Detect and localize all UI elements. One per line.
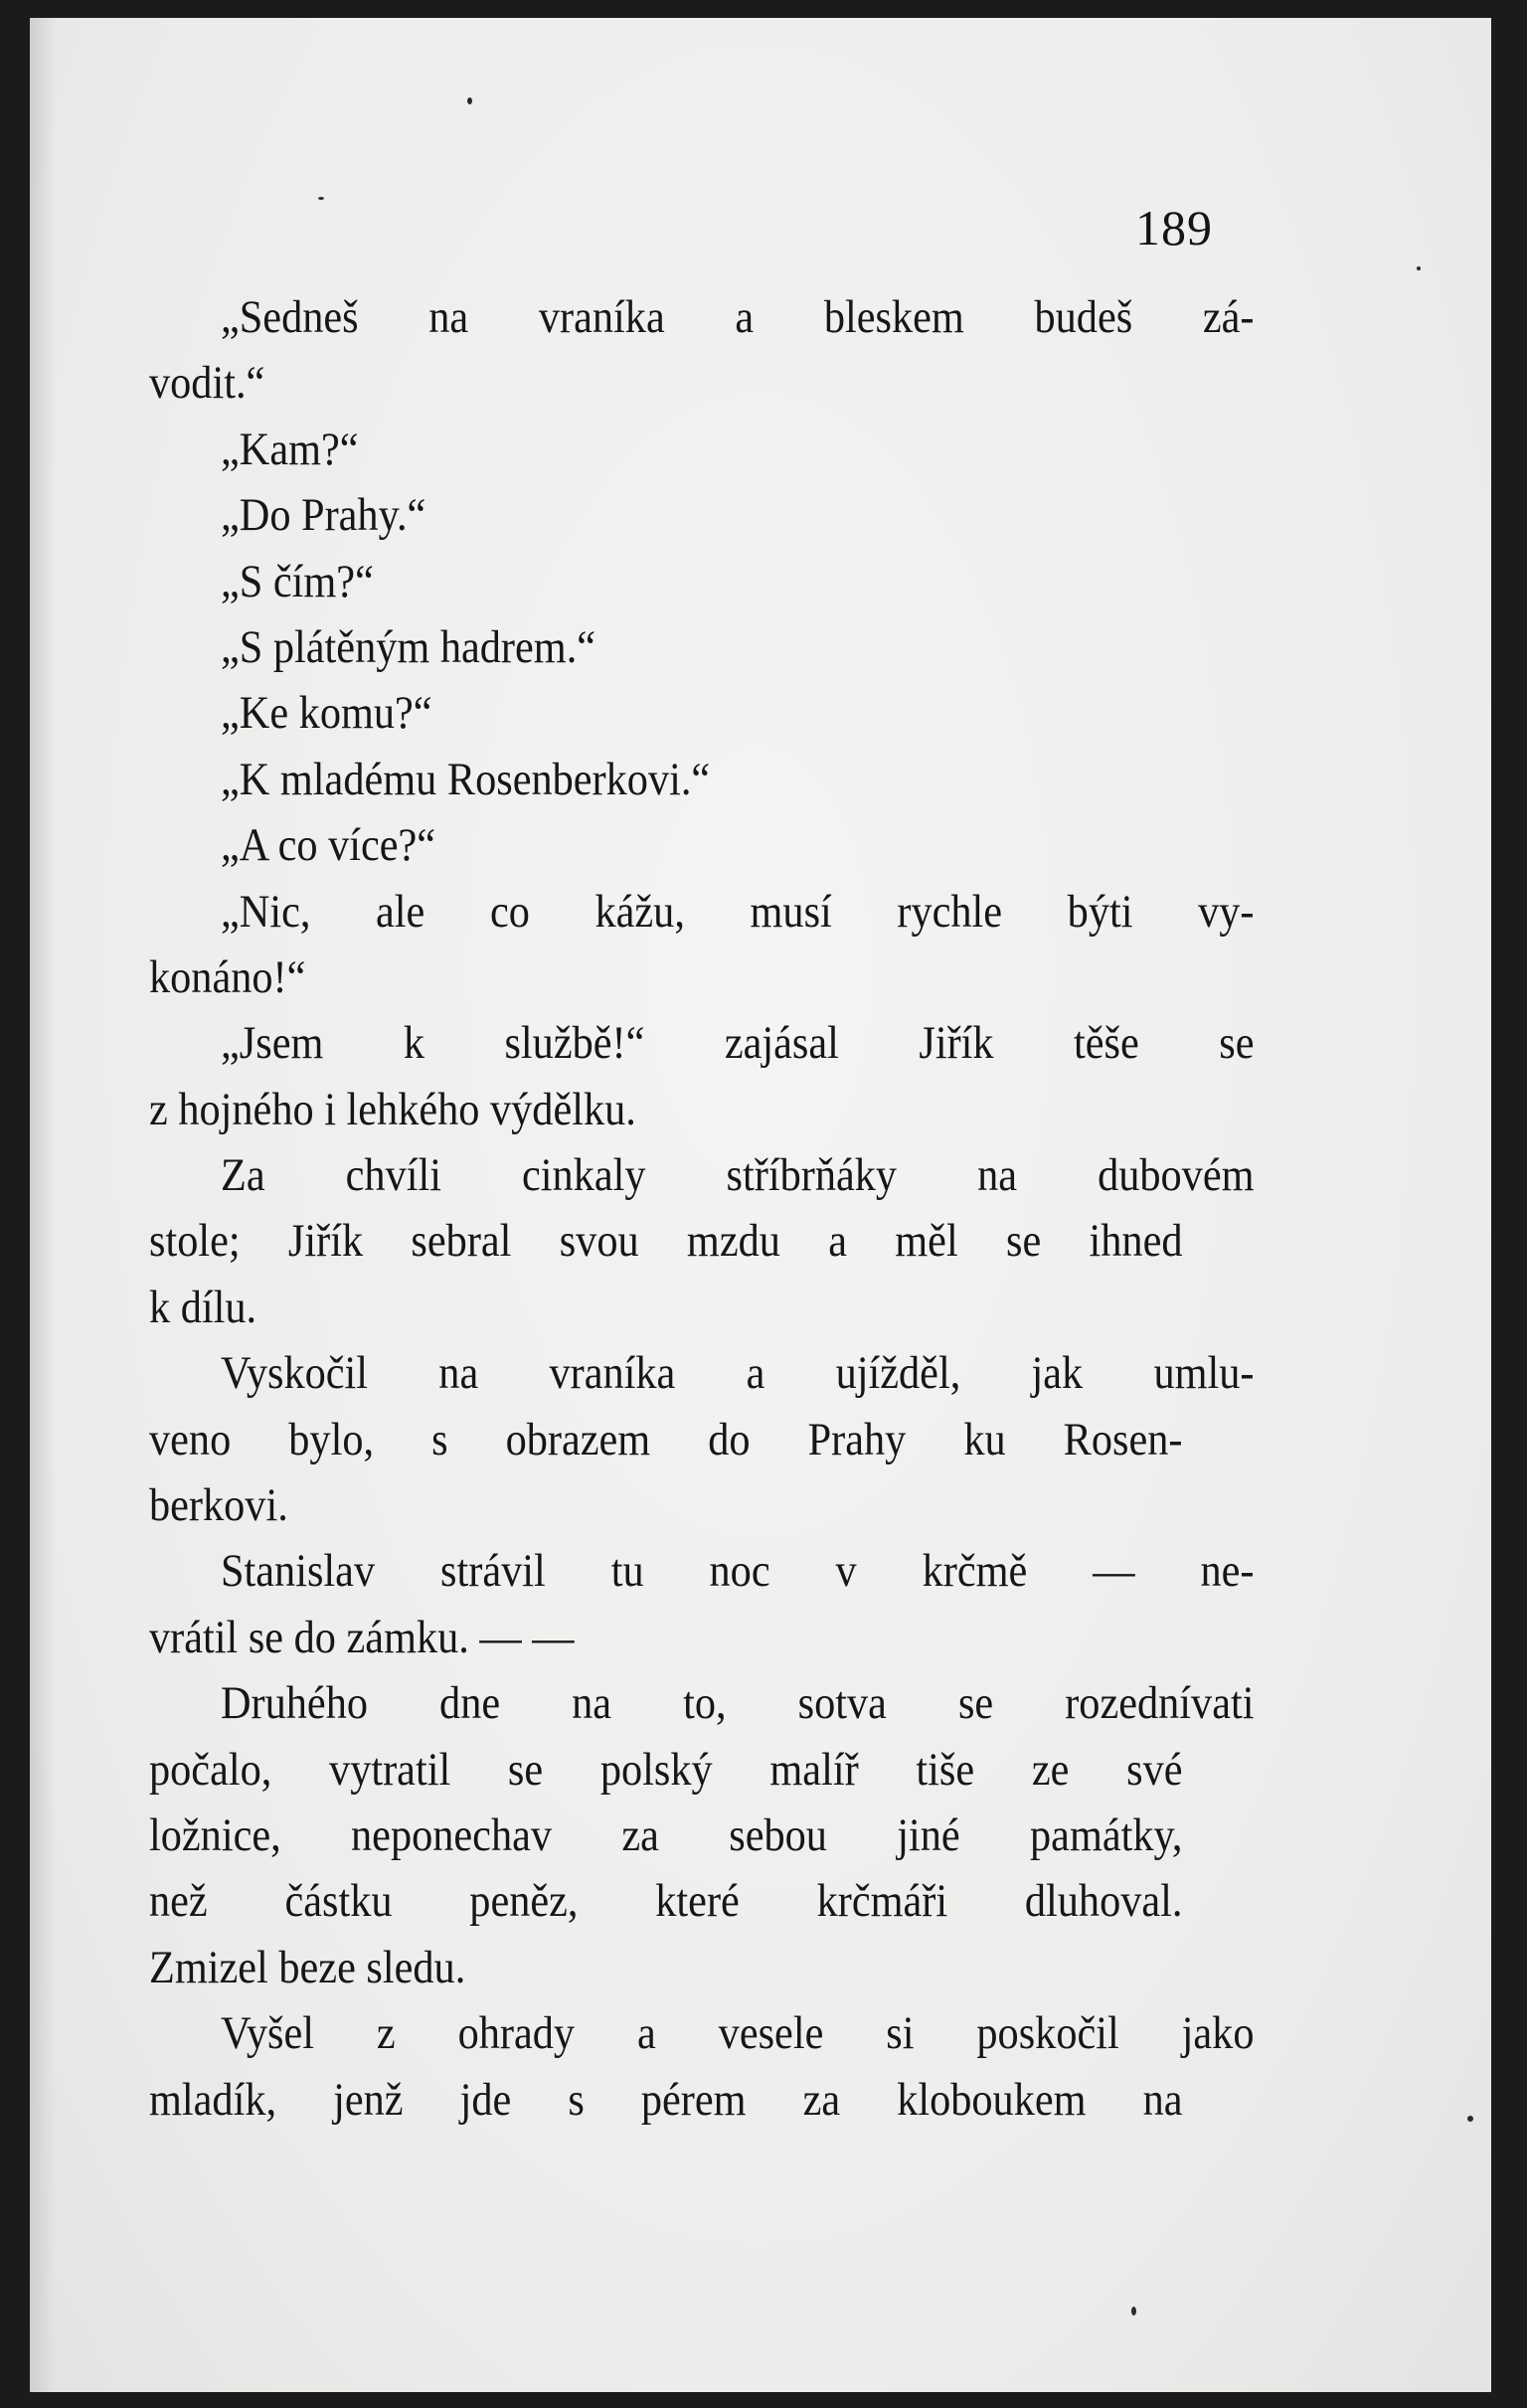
text-line: stole; Jiřík sebral svou mzdu a měl se ihned	[149, 1215, 1183, 1268]
text-line: „Ke komu?“	[221, 687, 432, 740]
text-line: „Nic, ale co kážu, musí rychle býti vy-	[221, 885, 1255, 938]
text-line: „K mladému Rosenberkovi.“	[221, 753, 711, 805]
text-line: Stanislav strávil tu noc v krčmě — ne-	[221, 1545, 1255, 1598]
book-page	[30, 18, 1491, 2392]
text-line: z hojného i lehkého výdělku.	[149, 1083, 636, 1135]
text-line: „Jsem k službě!“ zajásal Jiřík těše se	[221, 1017, 1255, 1070]
paper-speck	[467, 97, 472, 104]
text-line: Zmizel beze sledu.	[149, 1941, 466, 1993]
text-line: Vyšel z ohrady a vesele si poskočil jako	[221, 2007, 1255, 2060]
paper-speck	[318, 197, 324, 200]
text-line: „A co více?“	[221, 819, 436, 872]
text-line: Druhého dne na to, sotva se rozednívati	[221, 1677, 1255, 1730]
paper-speck	[1417, 266, 1421, 270]
text-line: „Sedneš na vraníka a bleskem budeš zá-	[221, 291, 1255, 343]
text-line: „S plátěným hadrem.“	[221, 620, 596, 673]
text-line: počalo, vytratil se polský malíř tiše ze své	[149, 1743, 1183, 1796]
text-line: Za chvíli cinkaly stříbrňáky na dubovém	[221, 1149, 1255, 1202]
text-line: než částku peněz, které krčmáři dluhoval.	[149, 1875, 1183, 1928]
paper-speck	[1467, 2116, 1473, 2122]
text-line: mladík, jenž jde s pérem za kloboukem na	[149, 2073, 1183, 2126]
text-line: „S čím?“	[221, 555, 374, 607]
text-line: k dílu.	[149, 1281, 257, 1333]
text-line: vrátil se do zámku. — —	[149, 1611, 575, 1663]
text-line: konáno!“	[149, 950, 306, 1003]
body-text	[149, 284, 1255, 2133]
text-line: „Kam?“	[221, 423, 359, 475]
text-line: Vyskočil na vraníka a ujížděl, jak umlu-	[221, 1347, 1255, 1400]
text-line: berkovi.	[149, 1479, 288, 1532]
paper-speck	[1131, 2307, 1136, 2316]
text-line: „Do Prahy.“	[221, 489, 426, 542]
text-line: ložnice, neponechav za sebou jiné památky,	[149, 1808, 1183, 1861]
text-line: vodit.“	[149, 357, 265, 410]
page-number: 189	[1135, 200, 1213, 256]
text-line: veno bylo, s obrazem do Prahy ku Rosen-	[149, 1413, 1183, 1465]
binding-shadow	[30, 18, 56, 2392]
